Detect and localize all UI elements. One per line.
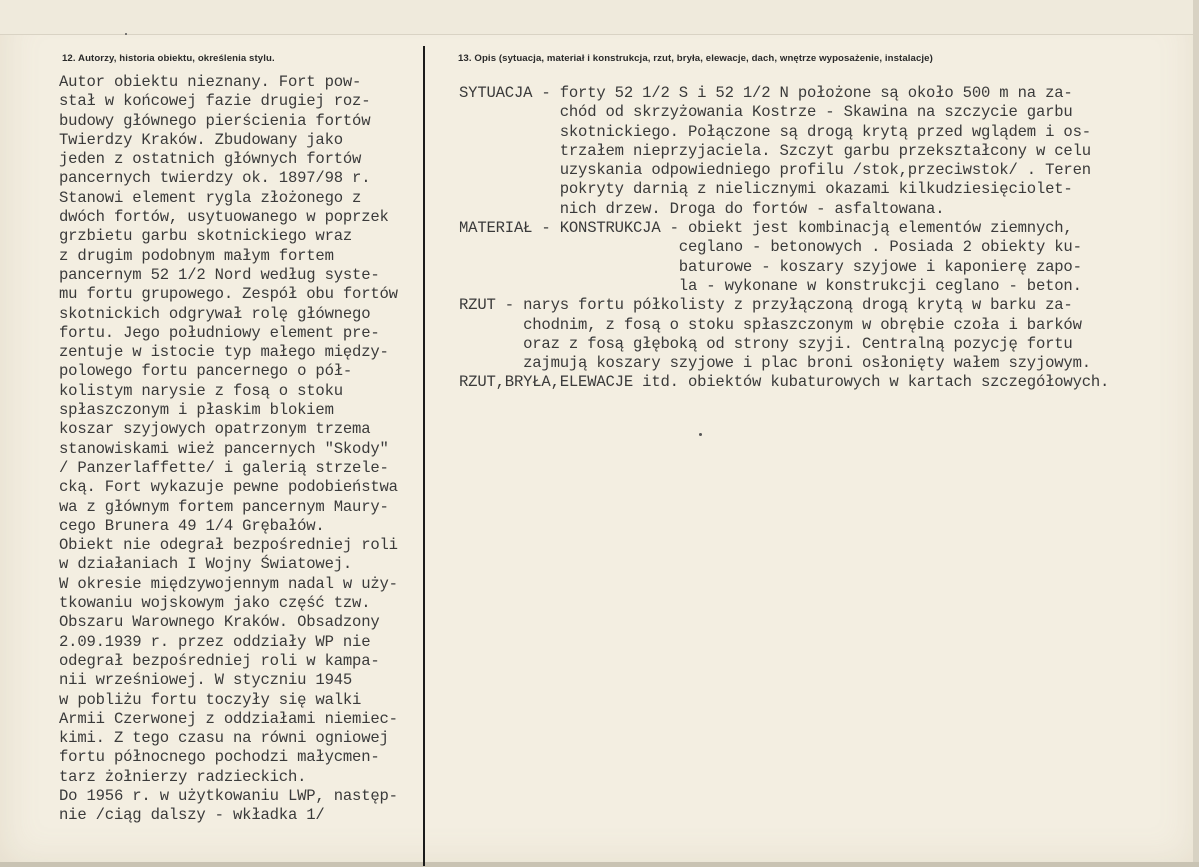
typed-line: wa z głównym fortem pancernym Maury- <box>59 497 389 516</box>
typed-line: Obszaru Warownego Kraków. Obsadzony <box>59 613 380 632</box>
description-text-column <box>459 84 1109 393</box>
typed-line: / Panzerlaffette/ i galerią strzele- <box>59 458 389 477</box>
typed-line: fortu. Jego południowy element pre- <box>59 323 380 342</box>
typed-line: chodnim, z fosą o stoku spłaszczonym w obrębie czoła i barków <box>459 315 1082 334</box>
column-divider <box>423 46 425 866</box>
typed-line: polowego fortu pancernego o pół- <box>59 362 353 381</box>
typed-line: zentuje w istocie typ małego między- <box>59 343 389 362</box>
typed-line: koszar szyjowych opatrzonym trzema <box>59 420 371 439</box>
typed-line: trzałem nieprzyjaciela. Szczyt garbu przekształcony w celu <box>459 141 1091 160</box>
typed-line: pancernych twierdzy ok. 1897/98 r. <box>59 169 371 188</box>
typed-line: grzbietu garbu skotnickiego wraz <box>59 227 353 246</box>
typed-line: jeden z ostatnich głównych fortów <box>59 150 362 169</box>
top-edge-line <box>0 34 1199 35</box>
typed-line: Twierdzy Kraków. Zbudowany jako <box>59 130 343 149</box>
typed-line: ceglano - betonowych . Posiada 2 obiekty ku- <box>459 238 1082 257</box>
typed-line: MATERIAŁ - KONSTRUKCJA - obiekt jest kombinacją elementów ziemnych, <box>459 219 1073 238</box>
typed-line: skotnickich odgrywał rolę głównego <box>59 304 371 323</box>
top-band <box>0 0 1199 34</box>
ink-speck <box>125 33 127 35</box>
typed-line: RZUT - narys fortu półkolisty z przyłączoną drogą krytą w barku za- <box>459 296 1073 315</box>
bottom-edge <box>0 862 1199 867</box>
typed-line: Do 1956 r. w użytkowaniu LWP, następ- <box>59 786 398 805</box>
typed-line: w działaniach I Wojny Światowej. <box>59 555 353 574</box>
typed-line: budowy głównego pierścienia fortów <box>59 111 371 130</box>
section-13-header: 13. Opis (sytuacja, materiał i konstrukcja, rzut, bryła, elewacje, dach, wnętrze wyposażenie, instalacje) <box>458 53 933 64</box>
typed-line: kimi. Z tego czasu na równi ogniowej <box>59 729 389 748</box>
typed-line: Autor obiektu nieznany. Fort pow- <box>59 73 362 91</box>
typed-line: nie /ciąg dalszy - wkładka 1/ <box>59 806 325 825</box>
typed-line: chód od skrzyżowania Kostrze - Skawina na szczycie garbu <box>459 103 1073 122</box>
typed-line: skotnickiego. Połączone są drogą krytą przed wglądem i os- <box>459 122 1091 141</box>
typed-line: fortu północnego pochodzi małycmen- <box>59 748 380 767</box>
typed-line: baturowe - koszary szyjowe i kaponierę zapo- <box>459 257 1082 276</box>
typed-line: stanowiskami wież pancernych "Skody" <box>59 439 389 458</box>
typed-line: oraz z fosą głęboką od strony szyji. Centralną pozycję fortu <box>459 334 1073 353</box>
typed-line: kolistym narysie z fosą o stoku <box>59 381 343 400</box>
typed-line: Stanowi element rygla złożonego z <box>59 188 362 207</box>
typed-line: 2.09.1939 r. przez oddziały WP nie <box>59 632 371 651</box>
typed-line: w pobliżu fortu toczyły się walki <box>59 690 362 709</box>
typed-line: odegrał bezpośredniej roli w kampa- <box>59 651 380 670</box>
ink-speck <box>699 433 702 436</box>
typed-line: stał w końcowej fazie drugiej roz- <box>59 92 371 111</box>
typed-line: uzyskania odpowiedniego profilu /stok,przeciwstok/ . Teren <box>459 161 1091 180</box>
right-edge <box>1193 0 1199 867</box>
typed-line: zajmują koszary szyjowe i plac broni osłonięty wałem szyjowym. <box>459 354 1091 373</box>
typed-line: Obiekt nie odegrał bezpośredniej roli <box>59 536 398 555</box>
typed-line: pancernym 52 1/2 Nord według syste- <box>59 265 380 284</box>
typed-line: cką. Fort wykazuje pewne podobieństwa <box>59 478 398 497</box>
history-text-column <box>59 73 398 826</box>
typed-line: cego Brunera 49 1/4 Grębałów. <box>59 516 325 535</box>
typed-line: RZUT,BRYŁA,ELEWACJE itd. obiektów kubaturowych w kartach szczegółowych. <box>459 373 1110 392</box>
typed-line: tarz żołnierzy radzieckich. <box>59 767 307 786</box>
typed-line: tkowaniu wojskowym jako część tzw. <box>59 594 371 613</box>
typed-line: nich drzew. Droga do fortów - asfaltowana. <box>459 199 945 218</box>
typed-line: Armii Czerwonej z oddziałami niemiec- <box>59 709 398 728</box>
typed-line: spłaszczonym i płaskim blokiem <box>59 401 334 420</box>
typed-line: z drugim podobnym małym fortem <box>59 246 334 265</box>
typed-line: la - wykonane w konstrukcji ceglano - beton. <box>459 276 1082 295</box>
typed-line: W okresie międzywojennym nadal w uży- <box>59 574 398 593</box>
typed-line: SYTUACJA - forty 52 1/2 S i 52 1/2 N położone są około 500 m na za- <box>459 84 1073 102</box>
section-12-header: 12. Autorzy, historia obiektu, określenia stylu. <box>62 53 275 64</box>
typed-line: dwóch fortów, usytuowanego w poprzek <box>59 208 389 227</box>
typed-line: pokryty darnią z nielicznymi okazami kilkudziesięciolet- <box>459 180 1073 199</box>
typed-line: mu fortu grupowego. Zespół obu fortów <box>59 285 398 304</box>
typed-line: nii wrześniowej. W styczniu 1945 <box>59 671 353 690</box>
